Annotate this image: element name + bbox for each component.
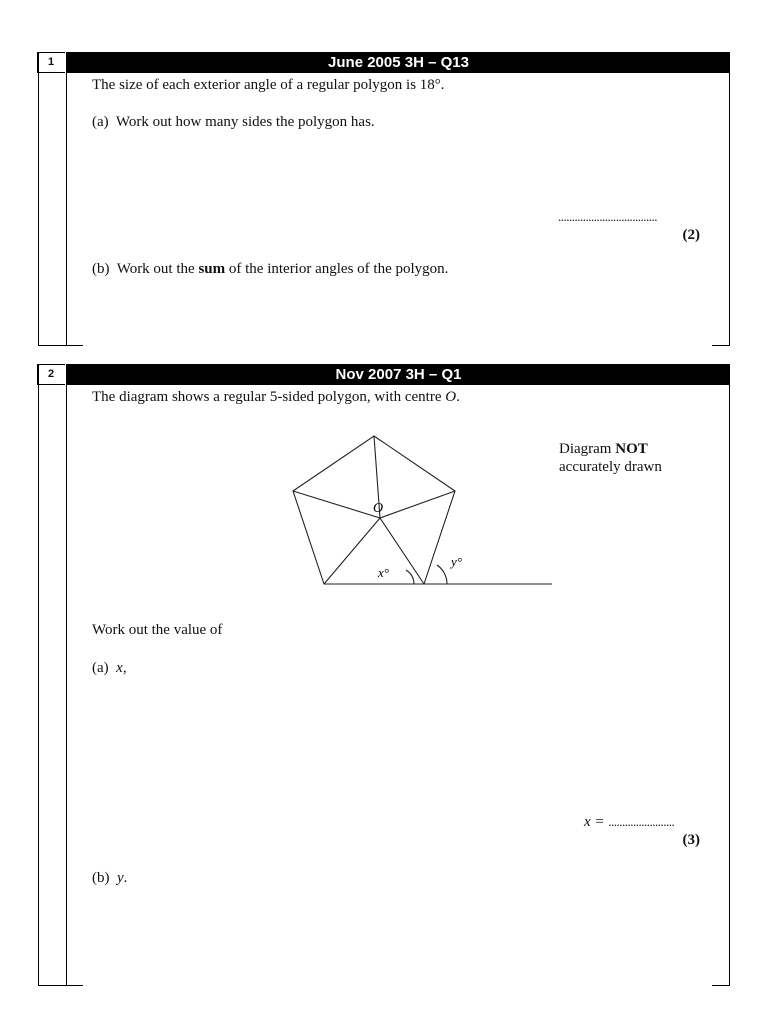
part-label: (b): [92, 870, 110, 886]
part-text: Work out how many sides the polygon has.: [115, 114, 375, 130]
part-a: [92, 660, 127, 677]
question-number-column: [38, 52, 67, 346]
angle-arc-y: [437, 565, 447, 584]
note-bold: NOT: [615, 441, 648, 457]
answer-prefix: x =: [584, 814, 605, 830]
part-label: (a): [92, 114, 109, 130]
part-punct: ,: [122, 660, 127, 676]
angle-x-label: x°: [378, 565, 389, 580]
question-header: June 2005 3H – Q13: [67, 52, 730, 73]
part-b: [92, 870, 127, 887]
question-number: 2: [37, 364, 65, 385]
question-intro: [92, 389, 460, 406]
marks-label: (3): [682, 832, 700, 848]
part-text-before: Work out the: [116, 261, 199, 277]
part-label: (a): [92, 660, 109, 676]
right-border: [729, 385, 730, 986]
answer-line[interactable]: ........................: [608, 814, 675, 829]
bottom-left-tick: [38, 345, 83, 346]
question-2-block: [38, 364, 730, 986]
diagram-note: [559, 440, 662, 476]
spoke-line: [293, 491, 380, 518]
part-variable: y: [117, 870, 124, 886]
bottom-right-tick: [712, 345, 730, 346]
angle-arc-x: [406, 570, 414, 584]
intro-text: The diagram shows a regular 5-sided polygon, with centre: [92, 389, 446, 405]
question-number: 1: [37, 52, 65, 73]
right-border: [729, 73, 730, 346]
note-line-2: accurately drawn: [559, 459, 662, 475]
work-out-prompt: Work out the value of: [92, 622, 223, 638]
note-text: Diagram: [559, 441, 616, 457]
part-punct: .: [123, 870, 128, 886]
part-label: (b): [92, 261, 110, 277]
part-text-after: of the interior angles of the polygon.: [225, 261, 449, 277]
bottom-right-tick: [712, 985, 730, 986]
intro-centre-label: O: [445, 389, 457, 405]
part-a: [92, 114, 375, 131]
pentagon-diagram: [285, 432, 565, 588]
question-1-block: [38, 52, 730, 346]
bottom-left-tick: [38, 985, 83, 986]
marks-label: (2): [682, 227, 700, 243]
part-variable: x: [116, 660, 123, 676]
answer-line[interactable]: ....................................: [558, 209, 657, 224]
question-number-column: [38, 364, 67, 986]
question-header: Nov 2007 3H – Q1: [67, 364, 730, 385]
angle-y-label: y°: [451, 554, 462, 569]
part-text-bold: sum: [198, 261, 226, 277]
answer-x: [584, 814, 674, 831]
spoke-line: [380, 491, 455, 518]
centre-label: O: [373, 501, 384, 516]
question-intro: The size of each exterior angle of a regular polygon is 18°.: [92, 77, 445, 93]
part-b: [92, 261, 448, 278]
intro-punct: .: [456, 389, 460, 405]
spoke-line: [324, 518, 380, 584]
